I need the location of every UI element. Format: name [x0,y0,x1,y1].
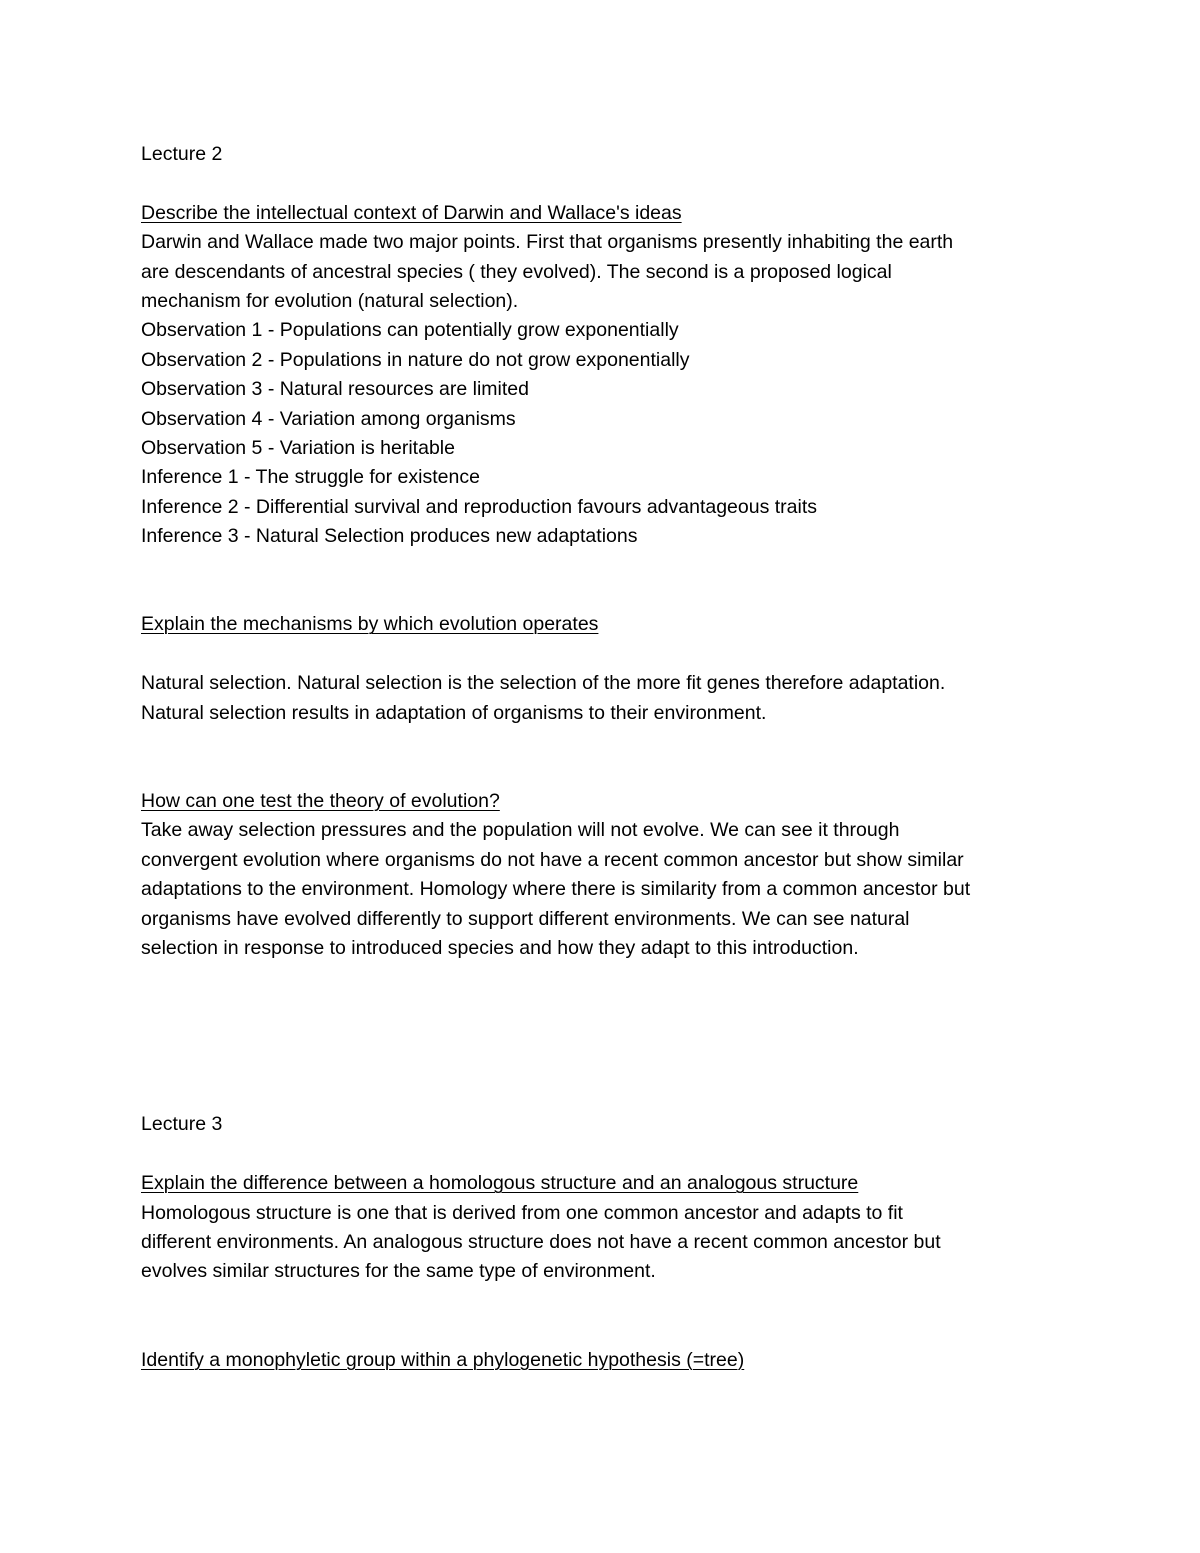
body-line: selection in response to introduced species and how they adapt to this introduction. [141,936,859,959]
section-heading-test-theory: How can one test the theory of evolution? [141,789,500,812]
body-line: Darwin and Wallace made two major points. First that organisms presently inhabiting the earth [141,231,954,254]
section-heading-intellectual-context: Describe the intellectual context of Darwin and Wallace's ideas [141,201,682,224]
body-line: Take away selection pressures and the population will not evolve. We can see it through [141,819,900,842]
body-line: organisms have evolved differently to support different environments. We can see natural [141,907,910,930]
spacer [141,640,1081,669]
body-line: convergent evolution where organisms do not have a recent common ancestor but show similar [141,848,964,871]
observation-line: Observation 3 - Natural resources are limited [141,378,529,401]
body-line: are descendants of ancestral species ( they evolved). The second is a proposed logical [141,260,892,283]
body-line: evolves similar structures for the same type of environment. [141,1260,656,1283]
body-line: adaptations to the environment. Homology where there is similarity from a common ancestor but [141,878,971,901]
spacer [141,169,1081,198]
spacer [141,963,1081,1110]
section-heading-evolution-mechanisms: Explain the mechanisms by which evolution operates [141,613,599,636]
body-line: mechanism for evolution (natural selection). [141,290,519,313]
inference-line: Inference 1 - The struggle for existence [141,466,480,489]
body-line: Natural selection results in adaptation of organisms to their environment. [141,701,767,724]
lecture-2-title: Lecture 2 [141,143,223,165]
spacer [141,728,1081,787]
body-line: Homologous structure is one that is derived from one common ancestor and adapts to fit [141,1201,903,1224]
body-line: different environments. An analogous structure does not have a recent common ancestor but [141,1230,941,1253]
spacer [141,552,1081,611]
lecture-3-title: Lecture 3 [141,1113,223,1136]
observation-line: Observation 5 - Variation is heritable [141,437,455,460]
observation-line: Observation 1 - Populations can potentially grow exponentially [141,319,679,342]
observation-line: Observation 4 - Variation among organisms [141,407,516,430]
inference-line: Inference 2 - Differential survival and reproduction favours advantageous traits [141,495,818,518]
spacer [141,1287,1081,1346]
observation-line: Observation 2 - Populations in nature do not grow exponentially [141,348,690,371]
body-line: Natural selection. Natural selection is the selection of the more fit genes therefore adaptation. [141,672,946,695]
section-heading-homologous-analogous: Explain the difference between a homologous structure and an analogous structure [141,1172,859,1195]
inference-line: Inference 3 - Natural Selection produces new adaptations [141,525,638,548]
spacer [141,1140,1081,1169]
document-page [141,140,1081,1375]
section-heading-monophyletic-group: Identify a monophyletic group within a phylogenetic hypothesis (=tree) [141,1348,745,1371]
